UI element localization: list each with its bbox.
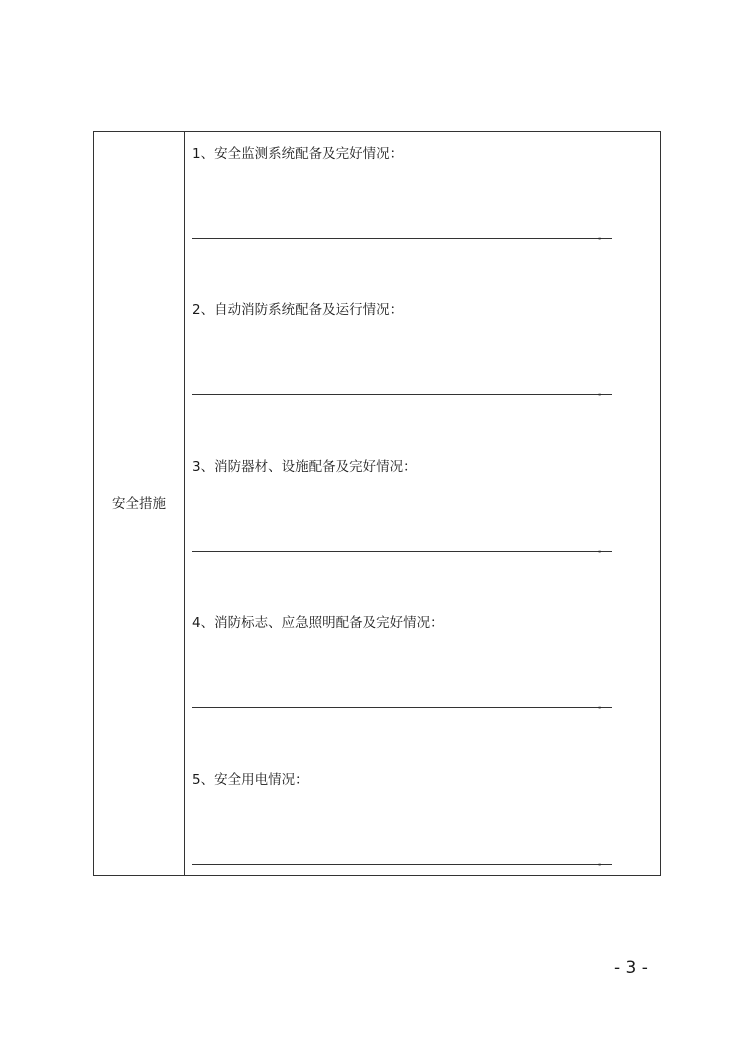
row-label: 安全措施	[112, 496, 166, 512]
item-title: 3、消防器材、设施配备及完好情况：	[192, 459, 417, 475]
fill-in-line[interactable]	[192, 238, 612, 239]
item-title: 2、自动消防系统配备及运行情况：	[192, 302, 404, 318]
fill-in-line[interactable]	[192, 551, 612, 552]
item-title: 5、安全用电情况：	[192, 772, 309, 788]
row-label-cell	[94, 132, 185, 875]
page-number: - 3 -	[614, 958, 648, 978]
item-title: 4、消防标志、应急照明配备及完好情况：	[192, 615, 444, 631]
item-end-mark: 。	[598, 701, 608, 711]
fill-in-line[interactable]	[192, 864, 612, 865]
fill-in-line[interactable]	[192, 394, 612, 395]
item-end-mark: 。	[598, 545, 608, 555]
item-end-mark: 。	[598, 232, 608, 242]
inspection-form-table	[93, 131, 661, 876]
item-end-mark: 。	[598, 388, 608, 398]
fill-in-line[interactable]	[192, 707, 612, 708]
item-title: 1、安全监测系统配备及完好情况：	[192, 146, 404, 162]
item-end-mark: 。	[598, 858, 608, 868]
